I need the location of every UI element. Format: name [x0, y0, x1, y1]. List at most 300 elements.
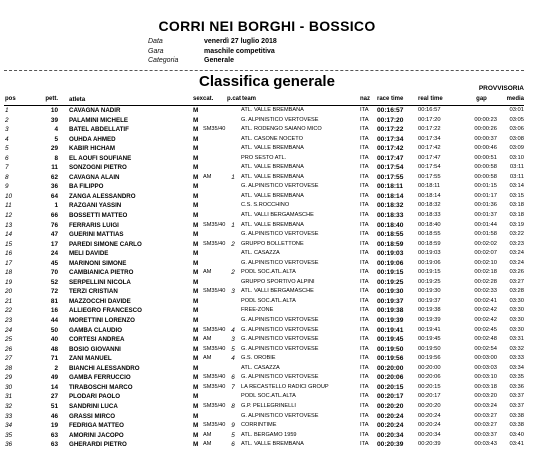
meta-value: maschile competitiva [204, 47, 275, 55]
table-row [0, 163, 534, 173]
cell-real-time: 00:20:15 [418, 383, 441, 390]
cell-real-time: 00:20:39 [418, 441, 441, 448]
cell-atleta: BA FILIPPO [69, 183, 104, 191]
cell-gap: 00:00:46 [474, 145, 497, 152]
cell-media: 03:19 [509, 221, 524, 228]
table-row [0, 421, 534, 431]
cell-team: ATL. VALLE BREMBANA [241, 221, 304, 228]
cell-pos: 36 [5, 441, 13, 449]
cell-real-time: 00:18:55 [418, 231, 441, 238]
cell-team: PODL SOC.ATL.ALTA [241, 269, 296, 276]
cell-team: C.S. S.ROCCHINO [241, 202, 290, 209]
cell-pos: 18 [5, 269, 13, 277]
cell-sex: M [193, 116, 199, 124]
cell-pos: 34 [5, 422, 13, 430]
cell-pcat: 2 [231, 240, 235, 248]
cell-team: GRUPPO SPORTIVO ALPINI [241, 278, 315, 285]
col-gap: gap [476, 96, 487, 102]
cell-race-time: 00:18:11 [377, 183, 404, 191]
cell-atleta: FEDRIGA MATTEO [69, 422, 124, 430]
meta-value: Generale [204, 57, 234, 65]
cell-team: G. ALPINISTICO VERTOVESE [241, 326, 319, 333]
cell-naz: ITA [360, 250, 369, 257]
cell-pcat: 1 [231, 221, 235, 229]
cell-pos: 14 [5, 231, 13, 239]
cell-race-time: 00:17:54 [377, 164, 404, 172]
cell-media: 03:15 [509, 192, 524, 199]
cell-naz: ITA [360, 288, 369, 295]
cell-gap: 00:03:03 [474, 364, 497, 371]
cell-atleta: TIRABOSCHI MARCO [69, 383, 133, 391]
cell-sex: M [193, 135, 199, 143]
cell-pcat: 6 [231, 441, 235, 449]
cell-naz: ITA [360, 307, 369, 314]
cell-gap: 00:01:58 [474, 231, 497, 238]
cell-real-time: 00:20:06 [418, 374, 441, 381]
cell-pett: 27 [50, 393, 58, 401]
cell-media: 03:33 [509, 355, 524, 362]
cell-sex: M [193, 192, 199, 200]
cell-media: 03:41 [509, 441, 524, 448]
cell-pos: 33 [5, 412, 13, 420]
cell-pett: 72 [50, 288, 58, 296]
cell-team: PODL SOC.ATL.ALTA [241, 297, 296, 304]
cell-media: 03:30 [509, 297, 524, 304]
cell-team: CORRINTIME [241, 422, 277, 429]
table-row [0, 201, 534, 211]
cell-atleta: EL AOUFI SOUFIANE [69, 154, 132, 162]
table-row [0, 154, 534, 164]
cell-race-time: 00:17:22 [377, 126, 404, 134]
race-meta [148, 37, 277, 66]
cell-atleta: MAZZOCCHI DAVIDE [69, 297, 131, 305]
cell-pett: 8 [54, 154, 58, 162]
cell-media: 03:30 [509, 326, 524, 333]
cell-naz: ITA [360, 107, 369, 113]
cell-naz: ITA [360, 240, 369, 247]
cell-team: G. ALPINISTICO VERTOVESE [241, 116, 319, 123]
race-title: CORRI NEI BORGHI - BOSSICO [158, 18, 376, 34]
cell-pos: 24 [5, 326, 13, 334]
cell-gap: 00:02:18 [474, 269, 497, 276]
cell-pett: 45 [50, 259, 58, 267]
cell-naz: ITA [360, 336, 369, 343]
cell-real-time: 00:18:40 [418, 221, 441, 228]
cell-race-time: 00:19:37 [377, 297, 404, 305]
cell-pos: 12 [5, 212, 13, 220]
cell-atleta: BIANCHI ALESSANDRO [69, 364, 140, 372]
cell-team: LA RECASTELLO RADICI GROUP [241, 383, 329, 390]
cell-sex: M [193, 412, 199, 420]
cell-media: 03:37 [509, 402, 524, 409]
table-row [0, 182, 534, 192]
cell-race-time: 00:19:25 [377, 278, 404, 286]
cell-naz: ITA [360, 412, 369, 419]
cell-pos: 9 [5, 183, 9, 191]
cell-pos: 27 [5, 355, 13, 363]
cell-sex: M [193, 183, 199, 191]
cell-atleta: SERPELLINI NICOLA [69, 278, 131, 286]
cell-sex: M [193, 145, 199, 153]
cell-real-time: 00:17:55 [418, 173, 441, 180]
cell-sex: M [193, 250, 199, 258]
cell-sex: M [193, 345, 199, 353]
cell-pos: 19 [5, 278, 13, 286]
cell-sex: M [193, 212, 199, 220]
cell-atleta: CORTESI ANDREA [69, 336, 125, 344]
cell-media: 03:24 [509, 259, 524, 266]
cell-cat: SM35/40 [203, 288, 226, 295]
table-row [0, 373, 534, 383]
cell-cat: SM35/40 [203, 422, 226, 429]
table-row [0, 192, 534, 202]
table-row [0, 144, 534, 154]
cell-race-time: 00:18:55 [377, 231, 404, 239]
cell-media: 03:35 [509, 374, 524, 381]
cell-pos: 8 [5, 173, 9, 181]
cell-pett: 24 [50, 250, 58, 258]
cell-naz: ITA [360, 192, 369, 199]
table-row [0, 135, 534, 145]
cell-race-time: 00:20:20 [377, 402, 404, 410]
cell-naz: ITA [360, 202, 369, 209]
cell-race-time: 00:19:50 [377, 345, 404, 353]
cell-media: 03:34 [509, 364, 524, 371]
cell-naz: ITA [360, 164, 369, 171]
cell-team: PRO SESTO ATL. [241, 154, 287, 161]
cell-pos: 22 [5, 307, 13, 315]
cell-cat: SM35/40 [203, 345, 226, 352]
cell-media: 03:24 [509, 250, 524, 257]
cell-sex: M [193, 355, 199, 363]
cell-race-time: 00:17:42 [377, 145, 404, 153]
cell-real-time: 00:19:37 [418, 297, 441, 304]
cell-real-time: 00:19:15 [418, 269, 441, 276]
cell-sex: M [193, 307, 199, 315]
cell-atleta: MARINONI SIMONE [69, 259, 127, 267]
cell-gap: 00:02:54 [474, 345, 497, 352]
cell-team: G. ALPINISTICO VERTOVESE [241, 336, 319, 343]
cell-pett: 36 [50, 183, 58, 191]
cell-real-time: 00:19:39 [418, 317, 441, 324]
cell-real-time: 00:18:32 [418, 202, 441, 209]
cell-pett: 52 [50, 278, 58, 286]
cell-team: FREE-ZONE [241, 307, 274, 314]
cell-gap: 00:02:45 [474, 326, 497, 333]
cell-team: G. ALPINISTICO VERTOVESE [241, 412, 319, 419]
cell-real-time: 00:18:14 [418, 192, 441, 199]
cell-team: ATL. BERGAMO 1959 [241, 431, 297, 438]
cell-sex: M [193, 297, 199, 305]
divider [4, 70, 524, 71]
cell-media: 03:40 [509, 431, 524, 438]
cell-atleta: FERRARIS LUIGI [69, 221, 119, 229]
cell-media: 03:11 [509, 164, 524, 171]
cell-gap: 00:01:17 [474, 192, 497, 199]
cell-cat: AM [203, 269, 212, 276]
col-team: team [242, 96, 257, 102]
results-table [0, 106, 534, 450]
table-row [0, 326, 534, 336]
cell-gap: 00:01:15 [474, 183, 497, 190]
cell-naz: ITA [360, 145, 369, 152]
cell-media: 03:32 [509, 345, 524, 352]
cell-pett: 16 [50, 307, 58, 315]
cell-race-time: 00:19:06 [377, 259, 404, 267]
cell-team: G.P. PELLEGRINELLI [241, 402, 296, 409]
cell-race-time: 00:19:41 [377, 326, 404, 334]
cell-atleta: OUHDA AHMED [69, 135, 116, 143]
cell-team: ATL. VALLE BREMBANA [241, 192, 304, 199]
cell-sex: M [193, 278, 199, 286]
cell-pos: 4 [5, 135, 9, 143]
cell-media: 03:36 [509, 383, 524, 390]
cell-pett: 4 [54, 126, 58, 134]
cell-atleta: PAREDI SIMONE CARLO [69, 240, 142, 248]
cell-atleta: GRASSI MIRCO [69, 412, 116, 420]
cell-media: 03:23 [509, 240, 524, 247]
cell-real-time: 00:17:22 [418, 126, 441, 133]
cell-pett: 10 [50, 107, 58, 114]
cell-naz: ITA [360, 355, 369, 362]
cell-real-time: 00:17:47 [418, 154, 441, 161]
cell-gap: 00:02:41 [474, 297, 497, 304]
cell-team: ATL. VALLE BREMBANA [241, 145, 304, 152]
cell-sex: M [193, 317, 199, 325]
cell-gap: 00:02:42 [474, 307, 497, 314]
col-pos: pos [5, 96, 16, 102]
cell-race-time: 00:18:32 [377, 202, 404, 210]
cell-naz: ITA [360, 135, 369, 142]
cell-race-time: 00:19:38 [377, 307, 404, 315]
cell-gap: 00:02:42 [474, 317, 497, 324]
cell-pcat: 3 [231, 288, 235, 296]
cell-pett: 48 [50, 345, 58, 353]
cell-gap: 00:03:10 [474, 374, 497, 381]
cell-gap: 00:01:37 [474, 212, 497, 219]
meta-label: Categoria [148, 57, 179, 65]
cell-race-time: 00:16:57 [377, 107, 404, 114]
cell-team: ATL. VALLI BERGAMASCHE [241, 212, 314, 219]
cell-pcat: 9 [231, 422, 235, 430]
page-heading: Classifica generale [199, 73, 335, 90]
cell-cat: SM35/40 [203, 126, 226, 133]
cell-real-time: 00:19:25 [418, 278, 441, 285]
cell-media: 03:01 [509, 107, 524, 113]
cell-real-time: 00:17:42 [418, 145, 441, 152]
cell-gap: 00:00:58 [474, 173, 497, 180]
cell-pos: 20 [5, 288, 13, 296]
cell-media: 03:18 [509, 202, 524, 209]
cell-pos: 23 [5, 317, 13, 325]
cell-naz: ITA [360, 116, 369, 123]
cell-pcat: 6 [231, 374, 235, 382]
cell-pos: 7 [5, 164, 9, 172]
cell-media: 03:18 [509, 212, 524, 219]
cell-race-time: 00:20:24 [377, 422, 404, 430]
cell-team: ATL. VALLE BREMBANA [241, 107, 304, 113]
cell-media: 03:10 [509, 154, 524, 161]
cell-pos: 1 [5, 107, 9, 114]
cell-naz: ITA [360, 345, 369, 352]
cell-atleta: PALAMINI MICHELE [69, 116, 129, 124]
cell-race-time: 00:19:30 [377, 288, 404, 296]
cell-real-time: 00:19:50 [418, 345, 441, 352]
cell-pett: 62 [50, 173, 58, 181]
cell-cat: AM [203, 336, 212, 343]
cell-atleta: GHERARDI PIETRO [69, 441, 127, 449]
table-row [0, 287, 534, 297]
cell-team: ATL. RODENGO SAIANO MICO [241, 126, 322, 133]
cell-cat: AM [203, 355, 212, 362]
cell-pos: 3 [5, 126, 9, 134]
cell-pett: 2 [54, 364, 58, 372]
table-row [0, 402, 534, 412]
cell-pett: 71 [50, 355, 58, 363]
cell-pett: 76 [50, 221, 58, 229]
meta-row-race [148, 47, 277, 57]
cell-media: 03:22 [509, 231, 524, 238]
cell-atleta: GUERINI MATTIAS [69, 231, 124, 239]
cell-media: 03:14 [509, 183, 524, 190]
table-row [0, 364, 534, 374]
cell-naz: ITA [360, 402, 369, 409]
cell-real-time: 00:19:30 [418, 288, 441, 295]
cell-pcat: 2 [231, 269, 235, 277]
cell-sex: M [193, 154, 199, 162]
cell-atleta: CAMBIANICA PIETRO [69, 269, 134, 277]
table-row [0, 268, 534, 278]
cell-naz: ITA [360, 212, 369, 219]
meta-label: Data [148, 38, 163, 45]
cell-pett: 19 [50, 422, 58, 430]
cell-sex: M [193, 364, 199, 372]
table-row [0, 306, 534, 316]
cell-real-time: 00:19:06 [418, 259, 441, 266]
table-row [0, 392, 534, 402]
cell-pett: 44 [50, 317, 58, 325]
cell-race-time: 00:20:00 [377, 364, 404, 372]
cell-real-time: 00:20:00 [418, 364, 441, 371]
cell-cat: AM [203, 441, 212, 448]
cell-atleta: RAZGANI YASSIN [69, 202, 122, 210]
cell-pos: 21 [5, 297, 13, 305]
table-row [0, 431, 534, 441]
cell-naz: ITA [360, 231, 369, 238]
col-pcat: p.cat [227, 96, 242, 102]
cell-team: ATL. VALLE BREMBANA [241, 164, 304, 171]
cell-sex: M [193, 240, 199, 248]
cell-gap: 00:02:02 [474, 240, 497, 247]
cell-gap: 00:01:36 [474, 202, 497, 209]
cell-real-time: 00:17:34 [418, 135, 441, 142]
cell-gap: 00:03:24 [474, 402, 497, 409]
cell-media: 03:38 [509, 412, 524, 419]
col-real-time: real time [418, 96, 443, 102]
cell-pos: 11 [5, 202, 12, 210]
cell-sex: M [193, 441, 199, 449]
cell-atleta: MORETTINI LORENZO [69, 317, 135, 325]
cell-real-time: 00:19:03 [418, 250, 441, 257]
cell-naz: ITA [360, 297, 369, 304]
cell-media: 03:05 [509, 116, 524, 123]
cell-pos: 6 [5, 154, 9, 162]
cell-sex: M [193, 173, 199, 181]
cell-race-time: 00:17:55 [377, 173, 404, 181]
cell-team: ATL. CASONE NOCETO [241, 135, 303, 142]
cell-pcat: 4 [231, 355, 235, 363]
col-sex: sex [193, 96, 204, 102]
cell-media: 03:37 [509, 393, 524, 400]
cell-real-time: 00:20:17 [418, 393, 441, 400]
meta-label: Gara [148, 47, 164, 55]
cell-gap: 00:02:33 [474, 288, 497, 295]
cell-pett: 5 [54, 135, 58, 143]
cell-pcat: 8 [231, 402, 235, 410]
table-row [0, 297, 534, 307]
cell-gap: 00:02:48 [474, 336, 497, 343]
cell-race-time: 00:18:33 [377, 212, 404, 220]
cell-pett: 63 [50, 431, 58, 439]
cell-sex: M [193, 231, 199, 239]
cell-pett: 63 [50, 441, 58, 449]
cell-pcat: 1 [231, 173, 235, 181]
cell-pett: 49 [50, 374, 58, 382]
cell-team: ATL. VALLE BREMBANA [241, 441, 304, 448]
cell-cat: AM [203, 431, 212, 438]
table-row [0, 249, 534, 259]
table-row [0, 383, 534, 393]
cell-team: G. ALPINISTICO VERTOVESE [241, 374, 319, 381]
cell-naz: ITA [360, 259, 369, 266]
cell-race-time: 00:19:39 [377, 317, 404, 325]
cell-pos: 28 [5, 364, 13, 372]
cell-sex: M [193, 221, 199, 229]
cell-naz: ITA [360, 278, 369, 285]
cell-pos: 17 [5, 259, 13, 267]
cell-pett: 14 [50, 383, 58, 391]
cell-race-time: 00:20:24 [377, 412, 404, 420]
cell-gap: 00:00:51 [474, 154, 497, 161]
cell-real-time: 00:17:54 [418, 164, 441, 171]
cell-pett: 11 [51, 164, 58, 172]
cell-atleta: SANDRINI LUCA [69, 402, 118, 410]
cell-pett: 29 [50, 145, 58, 153]
cell-race-time: 00:17:47 [377, 154, 404, 162]
cell-race-time: 00:19:03 [377, 250, 404, 258]
cell-real-time: 00:17:20 [418, 116, 441, 123]
cell-gap: 00:03:27 [474, 412, 497, 419]
col-pett: pett. [45, 96, 58, 102]
cell-real-time: 00:19:45 [418, 336, 441, 343]
cell-real-time: 00:16:57 [418, 107, 441, 113]
cell-atleta: ZANGA ALESSANDRO [69, 192, 136, 200]
cell-sex: M [193, 107, 199, 114]
cell-pett: 64 [50, 192, 58, 200]
table-row [0, 316, 534, 326]
table-row [0, 278, 534, 288]
table-row [0, 259, 534, 269]
cell-media: 03:11 [509, 173, 524, 180]
cell-real-time: 00:19:38 [418, 307, 441, 314]
table-row [0, 230, 534, 240]
cell-sex: M [193, 202, 199, 210]
cell-atleta: GAMBA FERRUCCIO [69, 374, 131, 382]
cell-gap: 00:03:20 [474, 393, 497, 400]
cell-atleta: SONZOGNI PIETRO [69, 164, 127, 172]
cell-real-time: 00:18:11 [418, 183, 441, 190]
cell-pos: 10 [5, 192, 13, 200]
